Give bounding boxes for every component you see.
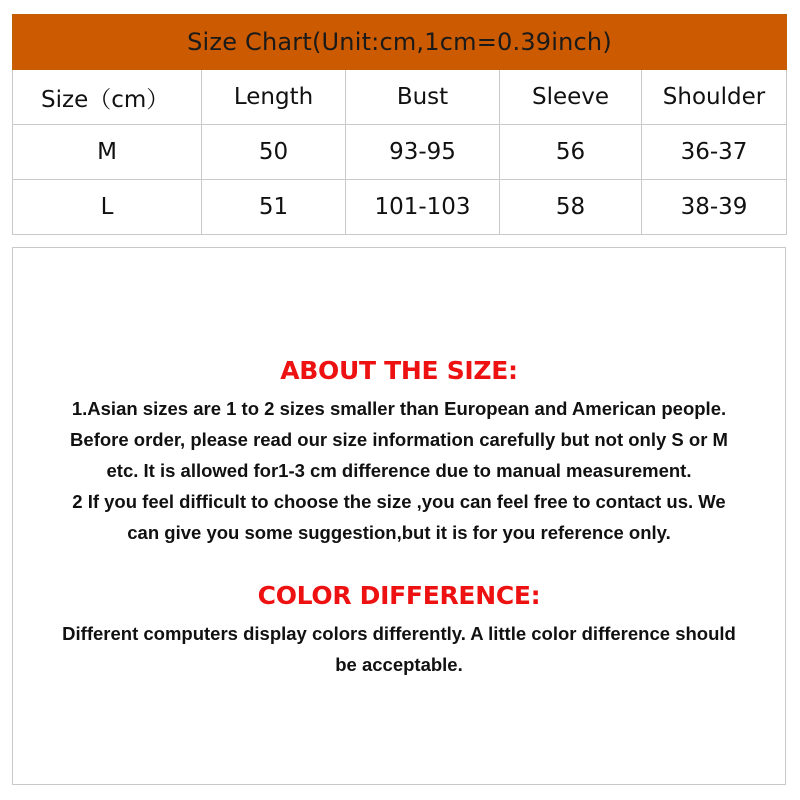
- notes-panel: [12, 247, 786, 785]
- cell-sleeve: 56: [500, 125, 642, 180]
- header-length: Length: [202, 70, 346, 125]
- header-shoulder: Shoulder: [642, 70, 787, 125]
- cell-length: 50: [202, 125, 346, 180]
- cell-sleeve: 58: [500, 180, 642, 235]
- color-difference-text: [13, 618, 785, 680]
- color-line: be acceptable.: [335, 654, 463, 675]
- cell-bust: 93-95: [346, 125, 500, 180]
- cell-size: M: [13, 125, 202, 180]
- cell-length: 51: [202, 180, 346, 235]
- cell-size: L: [13, 180, 202, 235]
- about-line: Before order, please read our size information carefully but not only S or M: [70, 429, 728, 450]
- about-line: 1.Asian sizes are 1 to 2 sizes smaller than European and American people.: [71, 398, 727, 419]
- table-row: [13, 125, 787, 180]
- table-row: [13, 180, 787, 235]
- table-header-row: [13, 70, 787, 125]
- header-size: Size（cm）: [13, 70, 202, 125]
- about-line: etc. It is allowed for1-3 cm difference due to manual measurement.: [106, 460, 692, 481]
- header-bust: Bust: [346, 70, 500, 125]
- cell-bust: 101-103: [346, 180, 500, 235]
- about-line: 2 If you feel difficult to choose the size ,you can feel free to contact us. We: [72, 491, 726, 512]
- color-difference-heading: COLOR DIFFERENCE:: [257, 581, 541, 610]
- color-line: Different computers display colors differently. A little color difference should: [62, 623, 736, 644]
- header-sleeve: Sleeve: [500, 70, 642, 125]
- size-chart-table: [12, 14, 787, 235]
- cell-shoulder: 36-37: [642, 125, 787, 180]
- about-size-heading: ABOUT THE SIZE:: [280, 356, 518, 385]
- about-line: can give you some suggestion,but it is for you reference only.: [127, 522, 671, 543]
- size-chart-title: Size Chart(Unit:cm,1cm=0.39inch): [13, 15, 787, 70]
- about-size-text: [13, 393, 785, 548]
- cell-shoulder: 38-39: [642, 180, 787, 235]
